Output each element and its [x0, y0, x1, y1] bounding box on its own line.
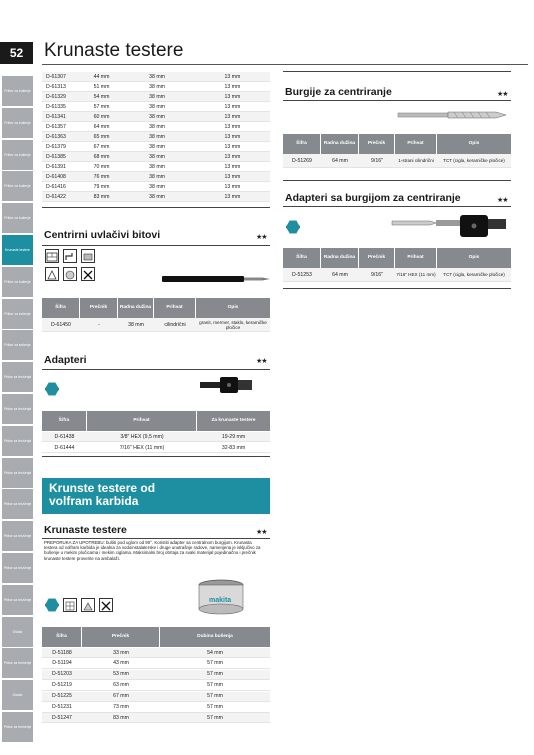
- no-metal-icon: [81, 267, 95, 281]
- table-row: [42, 122, 270, 132]
- sidebar-tab[interactable]: Pribor za sečenje: [2, 299, 33, 329]
- cell: 38 mm: [149, 133, 165, 140]
- material-stone-icon: [63, 267, 77, 281]
- cell: 54 mm: [207, 649, 223, 656]
- cell: 38 mm: [149, 183, 165, 190]
- material-pipe-icon: [63, 249, 77, 263]
- cell: 64 mm: [332, 271, 348, 278]
- page-title: Krunaste testere: [44, 40, 184, 61]
- table-row: [42, 92, 270, 102]
- cell: D-61329: [46, 93, 66, 100]
- cell: D-51247: [52, 714, 72, 721]
- brand-logo: makita: [209, 597, 232, 604]
- sidebar-tab[interactable]: Krunaste testere: [2, 235, 33, 265]
- cell: 57 mm: [207, 714, 223, 721]
- divider: [283, 100, 511, 101]
- cell: 83 mm: [93, 193, 110, 200]
- material-tile-icon: [45, 267, 59, 281]
- cell: 13 mm: [224, 163, 241, 170]
- col-header: Opis: [468, 141, 480, 147]
- divider: [42, 245, 270, 246]
- cell: D-51219: [52, 682, 72, 689]
- cell: D-51188: [52, 649, 72, 656]
- cell: 64 mm: [332, 157, 348, 164]
- holesaw-image: [193, 577, 253, 617]
- cell: 38 mm: [149, 113, 165, 120]
- cell: 13 mm: [224, 173, 241, 180]
- hex-shank-icon: [286, 220, 300, 234]
- cell: D-61416: [46, 183, 66, 190]
- page-number: 52: [0, 42, 33, 64]
- section-title-adapter-drills: Adapteri sa burgijom za centriranje: [285, 192, 461, 204]
- sidebar-tab[interactable]: Pribor za bušenje: [2, 203, 33, 233]
- sidebar-tab[interactable]: Pribor za brušenje: [2, 553, 33, 583]
- center-drills-header: [283, 134, 511, 154]
- divider: [42, 538, 270, 539]
- cell: 44 mm: [93, 73, 110, 80]
- table-row: [42, 648, 270, 658]
- col-header: Prečnik: [82, 627, 160, 647]
- table-row: [42, 182, 270, 192]
- cell: D-61385: [46, 153, 66, 160]
- sidebar-tab[interactable]: Pribor za bušenje: [2, 171, 33, 201]
- rating-stars: ★★: [256, 529, 267, 536]
- divider: [42, 207, 270, 208]
- cell: D-61335: [46, 103, 66, 110]
- table-row: [42, 443, 270, 453]
- centering-bits-header: [42, 298, 270, 318]
- cell: 13 mm: [224, 73, 241, 80]
- col-header: Prihvat: [87, 411, 197, 431]
- holesaws-header: [42, 627, 270, 647]
- col-header: Šifra: [42, 627, 82, 647]
- cell: 57 mm: [207, 682, 223, 689]
- cell: D-61363: [46, 133, 66, 140]
- cell: 57 mm: [207, 671, 223, 678]
- table-row: [42, 132, 270, 142]
- cell: D-51203: [52, 671, 72, 678]
- cell: 38 mm: [149, 103, 165, 110]
- cell: 51 mm: [93, 83, 110, 90]
- section-title-center-drills: Burgije za centriranje: [285, 86, 392, 98]
- adapter-drill-image: [390, 207, 512, 245]
- cell: 3/8" HEX (9,5 mm): [120, 433, 164, 440]
- cell: D-61313: [46, 83, 66, 90]
- sidebar-tab[interactable]: Pribor za brušenje: [2, 712, 33, 742]
- col-header: Prihvat: [395, 134, 437, 154]
- cell: 64 mm: [93, 123, 110, 130]
- hex-shank-icon: [45, 382, 59, 396]
- col-header: Za krunaste testere: [211, 418, 256, 424]
- cell: D-51269: [292, 157, 312, 164]
- cell: D-61438: [54, 433, 75, 440]
- divider: [283, 180, 511, 181]
- cell: 67 mm: [93, 143, 110, 150]
- cell: D-61307: [46, 73, 66, 80]
- cell: 9/16": [371, 157, 383, 164]
- table-row: [42, 713, 270, 723]
- sidebar-tab[interactable]: Pribor za brušenje: [2, 521, 33, 551]
- sidebar-tab[interactable]: Pribor za brušenje: [2, 458, 33, 488]
- cell: TCT (cigla, keramičke pločice): [443, 158, 505, 163]
- cell: 38 mm: [128, 321, 144, 328]
- cell: D-61357: [46, 123, 66, 130]
- top-size-table: [42, 72, 272, 202]
- cell: 13 mm: [224, 93, 241, 100]
- cell: 38 mm: [149, 73, 165, 80]
- sidebar-tab[interactable]: Pribor za brušenje: [2, 362, 33, 392]
- title-divider: [42, 64, 528, 65]
- cell: 9/16": [371, 271, 383, 278]
- table-row: [42, 82, 270, 92]
- col-header: Prihvat: [154, 298, 196, 318]
- material-brick-icon: [81, 598, 95, 612]
- cell: 13 mm: [224, 193, 241, 200]
- divider: [283, 288, 511, 289]
- cell: 68 mm: [93, 153, 110, 160]
- adapter-drills-header: [283, 248, 511, 268]
- divider: [42, 369, 270, 370]
- centering-bit-image: [162, 272, 272, 286]
- col-header: Dubina bušenja: [197, 634, 233, 640]
- cell: 60 mm: [93, 113, 110, 120]
- cell: D-61422: [46, 193, 66, 200]
- cell: 38 mm: [149, 93, 165, 100]
- col-header: Prečnik: [359, 248, 395, 268]
- table-row: [42, 659, 270, 669]
- section-banner: [42, 478, 270, 514]
- cell: 38 mm: [149, 173, 165, 180]
- cell: 63 mm: [113, 682, 129, 689]
- rating-stars: ★★: [497, 91, 508, 98]
- cell: D-51253: [292, 271, 312, 278]
- cell: 32-83 mm: [221, 444, 246, 451]
- table-row: [42, 692, 270, 702]
- cell: 76 mm: [93, 173, 110, 180]
- cell: granit, mermer, staklo, keramičke pločice: [199, 319, 267, 330]
- sidebar-tab[interactable]: Ostalo: [2, 617, 33, 647]
- cell: 83 mm: [113, 714, 129, 721]
- rating-stars: ★★: [497, 197, 508, 204]
- cell: D-51225: [52, 693, 72, 700]
- col-header: Opis: [227, 305, 239, 311]
- sidebar-tab[interactable]: Ostalo: [2, 680, 33, 710]
- cell: 7/16" HEX (11 mm): [396, 272, 436, 277]
- cell: TCT (cigla, keramičke pločice): [443, 272, 505, 277]
- divider: [42, 456, 270, 457]
- table-row: [42, 318, 270, 332]
- col-header: Radna dužina: [321, 248, 359, 268]
- cell: 70 mm: [93, 163, 110, 170]
- cell: D-51194: [52, 660, 72, 667]
- cell: 67 mm: [113, 693, 129, 700]
- cell: 33 mm: [113, 649, 129, 656]
- table-row: [42, 703, 270, 713]
- cell: 73 mm: [113, 704, 129, 710]
- banner-line: volfram karbida: [49, 494, 139, 508]
- divider: [283, 71, 511, 72]
- cell: D-51231: [52, 704, 72, 710]
- table-row: [42, 670, 270, 680]
- cell: 79 mm: [93, 183, 110, 190]
- sidebar-tab[interactable]: Pribor za brušenje: [2, 394, 33, 424]
- cell: 57 mm: [93, 103, 110, 110]
- sidebar-tab[interactable]: Pribor za bušenje: [2, 267, 33, 297]
- cell: 38 mm: [149, 153, 165, 160]
- adapters-header: [42, 411, 270, 431]
- cell: 13 mm: [224, 143, 241, 150]
- col-header: Radna dužina: [118, 298, 154, 318]
- cell: 43 mm: [113, 660, 129, 667]
- table-row: [42, 162, 270, 172]
- col-header: Šifra: [283, 248, 321, 268]
- table-row: [42, 172, 270, 182]
- cell: 65 mm: [93, 133, 110, 140]
- table-row: [42, 142, 270, 152]
- col-header: Šifra: [42, 411, 87, 431]
- cell: 1-strani cilindrični: [398, 158, 434, 163]
- rating-stars: ★★: [256, 234, 267, 241]
- cell: 38 mm: [149, 163, 165, 170]
- cell: 38 mm: [149, 193, 165, 200]
- table-row: [42, 102, 270, 112]
- sidebar-tab[interactable]: Pribor za brušenje: [2, 489, 33, 519]
- cell: D-61341: [46, 113, 66, 120]
- cell: 13 mm: [224, 83, 241, 90]
- cell: 13 mm: [224, 133, 241, 140]
- col-header: Prečnik: [359, 134, 395, 154]
- sidebar-tab[interactable]: Pribor za bušenje: [2, 76, 33, 106]
- cell: 57 mm: [207, 660, 223, 667]
- section-title-adapters: Adapteri: [44, 354, 87, 366]
- col-header: Šifra: [42, 298, 80, 318]
- cell: 13 mm: [224, 103, 241, 110]
- sidebar-tab[interactable]: Pribor za brušenje: [2, 426, 33, 456]
- sidebar-tab[interactable]: Pribor za brušenje: [2, 648, 33, 678]
- cell: D-61444: [54, 444, 75, 451]
- table-row: [42, 681, 270, 691]
- col-header: Opis: [468, 255, 480, 261]
- center-drill-image: [396, 109, 512, 121]
- sidebar-tab[interactable]: Pribor za brušenje: [2, 585, 33, 615]
- cell: 57 mm: [207, 693, 223, 700]
- table-row: [42, 112, 270, 122]
- cell: 13 mm: [224, 123, 241, 130]
- cell: 38 mm: [149, 83, 165, 90]
- cell: 54 mm: [93, 93, 110, 100]
- section-title-centering-bits: Centrirni uvlačivi bitovi: [44, 229, 161, 241]
- sidebar-tab[interactable]: Pribor za bušenje: [2, 108, 33, 138]
- cell: 7/16" HEX (11 mm): [119, 444, 165, 451]
- cell: 38 mm: [149, 123, 165, 130]
- hex-shank-icon: [45, 598, 59, 612]
- cell: 13 mm: [224, 153, 241, 160]
- sidebar-tab[interactable]: Pribor za sečenje: [2, 330, 33, 360]
- table-row: [42, 432, 270, 442]
- table-row: [42, 192, 270, 202]
- material-tile-icon: [63, 598, 77, 612]
- material-brick-icon: [45, 249, 59, 263]
- table-row: [283, 268, 511, 282]
- cell: 53 mm: [113, 671, 129, 678]
- cell: 13 mm: [224, 183, 241, 190]
- col-header: Radna dužina: [321, 134, 359, 154]
- rating-stars: ★★: [256, 358, 267, 365]
- cell: 57 mm: [207, 704, 223, 710]
- table-row: [283, 154, 511, 168]
- cell: -: [98, 321, 100, 328]
- cell: D-61408: [46, 173, 66, 180]
- no-metal-icon: [99, 598, 113, 612]
- section-title-holesaws: Krunaste testere: [44, 524, 127, 536]
- sidebar: [0, 0, 33, 755]
- cell: D-61391: [46, 163, 66, 170]
- cell: 38 mm: [149, 143, 165, 150]
- sidebar-tab[interactable]: Pribor za bušenje: [2, 140, 33, 170]
- usage-description: PREPORUKA ZA UPOTREBU: bušiti pod uglom od 90°. Koristiti adapter sa centralnom burgijom. Krunasta testera od volfram karbida je idealna za vodoinstalaterske i druge unutrašnje radove, namenjena je isključivo za bušenje u mekim pločicama i mekim ciglama. Maksimalni broj obrtaja za svaki materijal pojedinačno i prečnik krunaste testere proverite na ambalaži.: [44, 540, 261, 561]
- cell: 13 mm: [224, 113, 241, 120]
- cell: cilindrični: [164, 321, 186, 328]
- banner-line: Krunste testere od: [49, 481, 156, 495]
- col-header: Prečnik: [80, 298, 118, 318]
- adapter-image: [198, 371, 258, 399]
- col-header: Prihvat: [395, 248, 437, 268]
- cell: D-61379: [46, 143, 66, 150]
- cell: 19-29 mm: [221, 433, 246, 440]
- table-row: [42, 72, 270, 82]
- material-wood-icon: [81, 249, 95, 263]
- cell: D-61450: [51, 321, 71, 328]
- col-header: Šifra: [283, 134, 321, 154]
- table-row: [42, 152, 270, 162]
